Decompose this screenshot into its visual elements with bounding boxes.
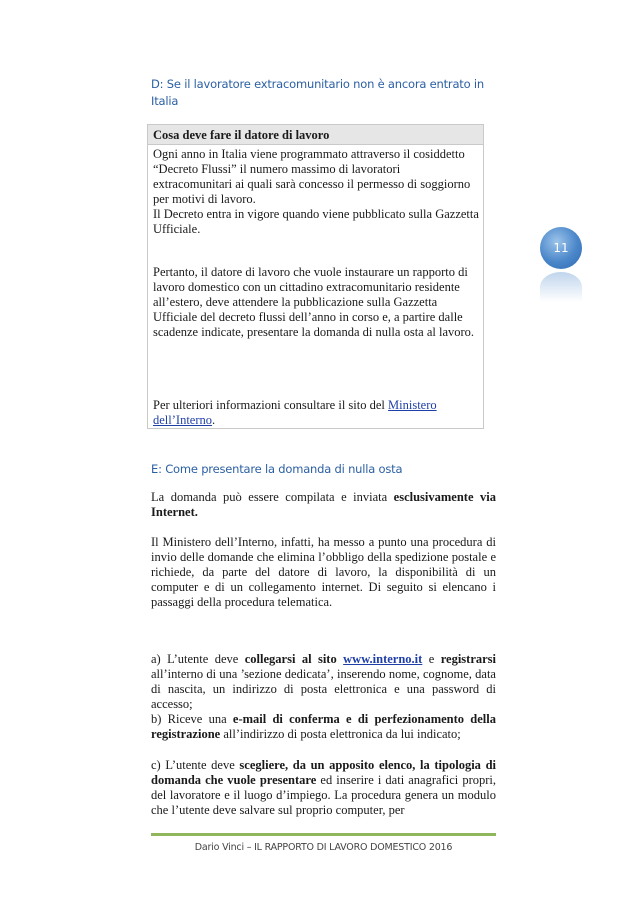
section-e-p1-text: La domanda può essere compilata e inviata <box>151 490 394 504</box>
page-number-badge-reflection <box>540 272 582 302</box>
step-a-mid: e <box>422 652 441 666</box>
section-e-heading: E: Come presentare la domanda di nulla osta <box>151 462 403 476</box>
section-e-paragraph-1 <box>151 490 496 520</box>
page-number-badge: 11 <box>540 227 582 269</box>
step-a-b <box>151 652 496 742</box>
step-c-prefix: c) L’utente deve <box>151 758 240 772</box>
section-e-p1-bold: esclusivamente via Internet. <box>151 490 496 519</box>
info-box <box>147 124 484 429</box>
step-b-bold: e-mail di conferma e di perfezionamento della registrazione <box>151 712 496 741</box>
info-box-paragraph-1: Ogni anno in Italia viene programmato attraverso il cosiddetto “Decreto Flussi” il numero massimo di lavoratori extracomunitari ai quali sarà concesso il permesso di soggiorno per motivi di lavoro. <box>153 147 471 206</box>
page-footer: Dario Vinci – IL RAPPORTO DI LAVORO DOMESTICO 2016 <box>194 842 453 853</box>
interno-site-link[interactable]: www.interno.it <box>343 652 423 666</box>
info-box-paragraph-2: Il Decreto entra in vigore quando viene pubblicato sulla Gazzetta Ufficiale. <box>153 207 479 236</box>
info-box-paragraph-4-text: Per ulteriori informazioni consultare il sito del <box>153 398 389 412</box>
footer-divider <box>151 833 496 836</box>
step-a-bold-1: collegarsi al sito <box>244 652 337 666</box>
info-box-header: Cosa deve fare il datore di lavoro <box>148 125 483 145</box>
section-e-paragraph-2: Il Ministero dell’Interno, infatti, ha messo a punto una procedura di invio delle domande che elimina l’obbligo della spedizione postale e richiede, da parte del datore di lavoro, la disponibilità di un computer e di un collegamento internet. Di seguito si elencano i passaggi della procedura telematica. <box>151 535 496 609</box>
info-box-paragraph-4 <box>153 398 480 428</box>
section-d-heading-line1: D: Se il lavoratore extracomunitario non è ancora entrato in <box>151 77 484 91</box>
step-b-prefix: b) Riceve una <box>151 712 233 726</box>
step-b-rest: all’indirizzo di posta elettronica da lui indicato; <box>220 727 461 741</box>
step-a-prefix: a) L’utente deve <box>151 652 245 666</box>
step-c-rest: ed inserire i dati anagrafici propri, del lavoratore e il luogo d’impiego. La procedura genera un modulo che l’utente deve salvare sul proprio computer, per <box>151 773 496 817</box>
section-d-heading-line2: Italia <box>151 94 179 108</box>
step-c <box>151 758 496 818</box>
info-box-paragraph-3-text: Pertanto, il datore di lavoro che vuole instaurare un rapporto di lavoro domestico con un cittadino extracomunitario residente all’estero, deve attendere la pubblicazione sulla Gazzetta Ufficiale del decreto flussi dell’anno in corso e, a partire dalle scadenze indicate, presentare la domanda di nulla osta al lavoro. <box>153 265 475 339</box>
step-a-rest: all’interno di una ’sezione dedicata’, inserendo nome, cognome, data di nascita, un indirizzo di posta elettronica e una password di accesso; <box>151 667 496 711</box>
section-d-heading <box>151 76 496 110</box>
step-c-bold: scegliere, da un apposito elenco, la tipologia di domanda che vuole presentare <box>151 758 496 787</box>
info-box-paragraph-3 <box>153 265 480 340</box>
step-a-bold-2: registrarsi <box>440 652 497 666</box>
info-box-paragraph-4-end: . <box>212 413 216 427</box>
ministero-link[interactable]: Ministero dell’Interno <box>153 398 437 427</box>
